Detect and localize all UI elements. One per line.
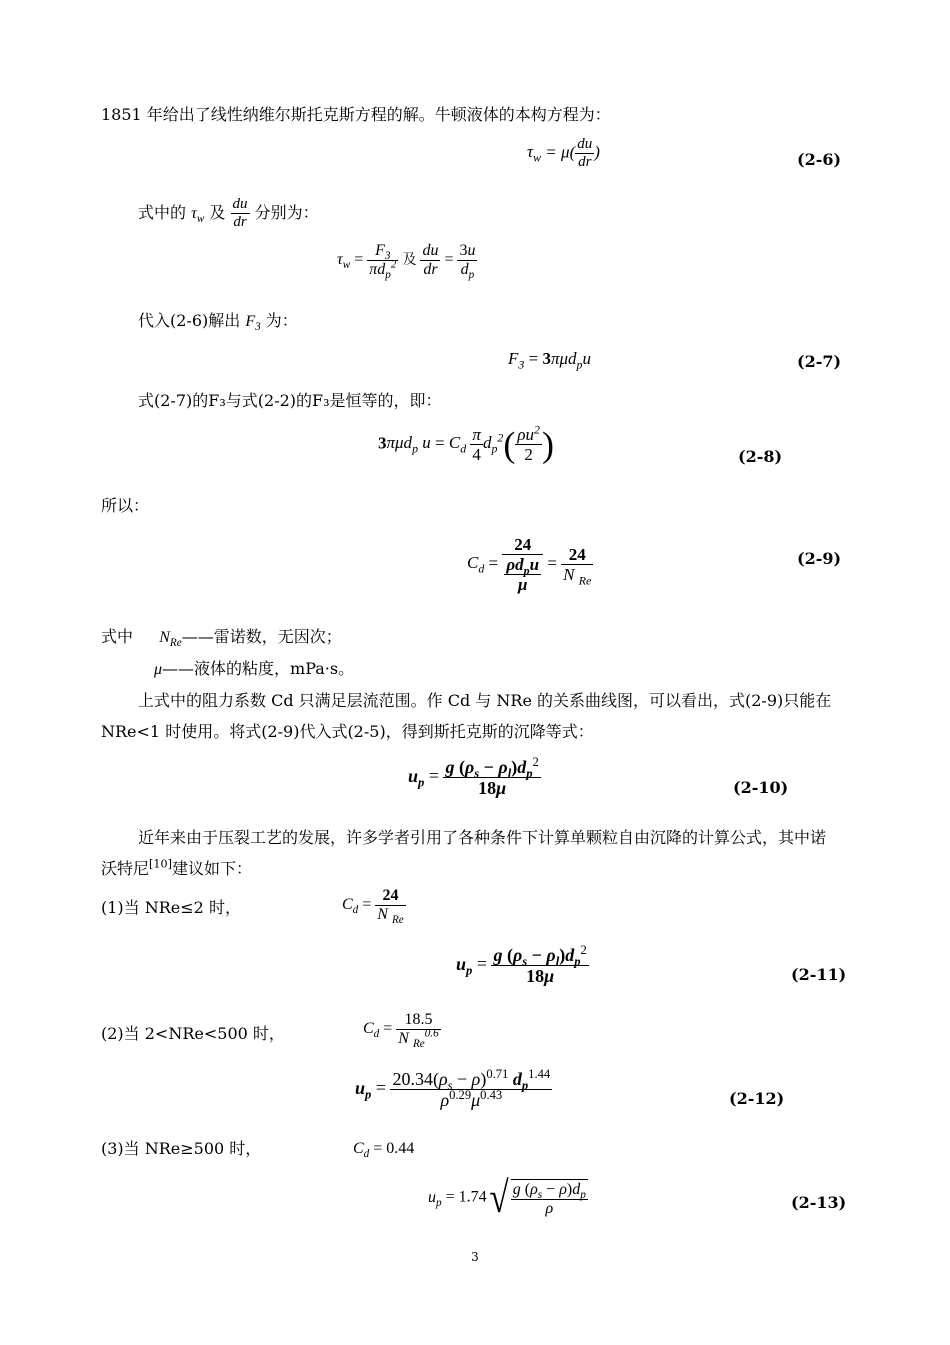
equation-number: (2-8) xyxy=(738,447,783,466)
equation-2-9: $C_d$ = $\frac{24}{\frac{\rho d_pu}{\mu}}$ = $\frac{24}{N _{Re}}$ xyxy=(467,535,592,594)
equation-number: (2-6) xyxy=(797,150,842,169)
therefore-line: 所以： xyxy=(101,496,150,515)
intro-line: 1851 年给出了线性纳维尔斯托克斯方程的解。牛顿液体的本构方程为： xyxy=(101,105,611,124)
definition-line: 式中的 $\tau_w$ 及 $\frac{du}{dr}$ 分别为： xyxy=(138,196,319,230)
equation-2-12: $u_p$ = $\frac{20.34(\rho_s - \rho)^{0.71} d_p^{1.44}}{\rho^{0.29}\mu^{0.43}}$ xyxy=(355,1067,551,1110)
equation-2-13: $u_p = 1.74√$ $\frac{g (\rho_s - \rho)d_p}{\rho}$ xyxy=(428,1173,586,1222)
equation-2-11: $u_p$ = $\frac{g (\rho_s - \rho_l)d_p^2}{18\mu}$ xyxy=(456,943,587,986)
equation-number: (2-13) xyxy=(791,1193,847,1212)
case-2-cd: $C_d$ = $\frac{18.5}{N _{Re}^{0.6}}$ xyxy=(363,1011,439,1051)
paragraph-drag-coefficient: 上式中的阻力系数 Cd 只满足层流范围。作 Cd 与 NRe 的关系曲线图，可以看出，式(2-9)只能在 NRe<1 时使用。将式(2-9)代入式(2-5)，得到斯托克斯的沉降等式： xyxy=(101,691,832,741)
case-2-label: (2)当 2<NRe<500 时， xyxy=(101,1024,285,1043)
case-1-label: (1)当 NRe≤2 时， xyxy=(101,898,241,917)
equation-tau-du: $\tau_w$ = $\frac{F_3}{\pi d_p^2}$ 及 $\frac{du}{dr}$ = $\frac{3u}{d_p}$ xyxy=(337,242,476,282)
case-3-cd: $C_d = 0.44$ xyxy=(353,1140,415,1161)
equation-number: (2-11) xyxy=(791,965,847,984)
case-1-cd: $C_d$ = $\frac{24}{N _{Re}}$ xyxy=(342,887,404,927)
equation-number: (2-7) xyxy=(797,352,842,371)
identity-line: 式(2-7)的F₃与式(2-2)的F₃是恒等的，即： xyxy=(138,391,442,410)
paragraph-fracturing: 近年来由于压裂工艺的发展，许多学者引用了各种条件下计算单颗粒自由沉降的计算公式，其中诺沃特尼[10]建议如下： xyxy=(101,828,827,878)
equation-2-10: $u_p$ = $\frac{g (\rho_s - \rho_l)d_p^2}{18\mu}$ xyxy=(408,755,539,798)
page-number: 3 xyxy=(471,1250,479,1264)
equation-number: (2-12) xyxy=(729,1089,785,1108)
nre-definition: 式中 $N_{Re}——$雷诺数，无因次； xyxy=(101,627,342,650)
equation-2-8: 3πμd$_p$ $u = C_d$ $\frac{\pi}{4}$ $d_p^2$( $\frac{\rho u^2}{2}$ ) xyxy=(378,422,554,465)
substitution-line: 代入(2-6)解出 $F_3$ 为： xyxy=(138,311,298,334)
equation-number: (2-9) xyxy=(797,549,842,568)
equation-2-7: $F_3 = 3\pi\mu d_pu$ xyxy=(508,349,591,372)
equation-number: (2-10) xyxy=(733,778,789,797)
mu-definition: μ——液体的粘度，mPa·s。 xyxy=(154,659,355,678)
case-3-label: (3)当 NRe≥500 时， xyxy=(101,1139,262,1158)
equation-2-6: $\tau_w = \mu$( $\frac{du}{dr}$ ) xyxy=(527,136,600,170)
